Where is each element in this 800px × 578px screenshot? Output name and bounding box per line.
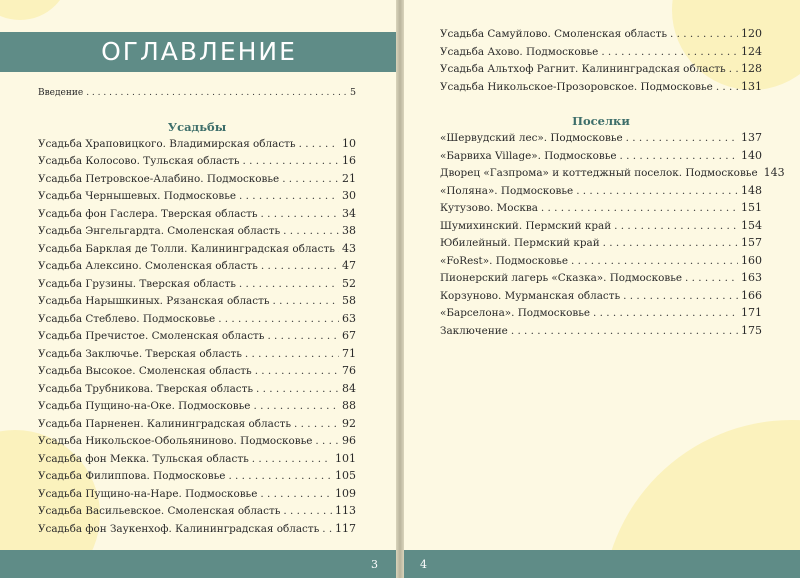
entry-page: 52 [342,276,356,290]
entry-page: 96 [342,434,356,447]
footer-band [402,550,800,578]
entry-title: Усадьба Филиппова. Подмосковье [38,470,226,482]
entry-page: 88 [342,399,356,412]
toc-entry[interactable] [38,347,356,365]
toc-entry[interactable] [38,504,356,522]
entry-page: 166 [741,288,762,302]
entry-title: Усадьба Ахово. Подмосковье [440,45,599,58]
leader-dots [294,418,339,430]
toc-entry[interactable] [38,172,356,190]
toc-entry-intro[interactable] [38,87,356,105]
toc-entry[interactable] [38,399,356,417]
leader-dots [239,190,339,202]
toc-entry[interactable] [440,306,762,324]
leader-dots [620,150,739,162]
toc-entry[interactable] [440,80,762,98]
leader-dots [218,313,339,325]
entry-page: 171 [741,306,762,319]
entry-title: Усадьба Барклая де Толли. Калининградская область [38,242,335,255]
leader-dots [670,28,738,40]
entry-page: 128 [741,62,762,75]
toc-entry[interactable] [38,207,356,225]
entry-page: 151 [741,201,762,214]
entry-title: Юбилейный. Пермский край [440,237,600,249]
toc-list [440,27,762,97]
toc-entry[interactable] [38,294,356,312]
leader-dots [685,272,738,284]
toc-left [38,87,356,539]
page-number: 3 [371,558,378,571]
entry-page: 10 [342,136,356,150]
toc-entry[interactable] [38,382,356,400]
entry-title: Усадьба Алексино. Смоленская область [38,260,258,272]
entry-page: 140 [741,148,762,162]
toc-right [440,27,785,341]
entry-title: Усадьба Пущино-на-Оке. Подмосковье [38,400,251,412]
leader-dots [603,237,738,249]
toc-entry[interactable] [440,45,762,63]
entry-title: Усадьба Чернышевых. Подмосковье [38,190,237,202]
toc-entry[interactable] [38,154,356,172]
entry-page: 143 [763,166,785,179]
toc-entry[interactable] [38,312,356,330]
footer-band [0,550,398,578]
entry-title: Усадьба Нарышкиных. Рязанская область [38,295,270,307]
entry-page: 43 [342,241,356,255]
entry-title: Шумихинский. Пермский край [440,219,612,232]
entry-title: «FoRest». Подмосковье [440,254,568,267]
leader-dots [255,365,339,377]
entry-page: 58 [342,294,356,307]
entry-title: Введение [38,88,84,98]
entry-page: 137 [741,131,762,144]
entry-page: 113 [335,504,356,517]
entry-page: 117 [335,521,356,535]
toc-entry[interactable] [38,364,356,382]
page-number: 4 [420,558,427,571]
section-title-poselki: Поселки [572,114,630,128]
toc-entry[interactable] [38,434,356,452]
entry-page: 109 [335,486,356,500]
entry-title: Усадьба Энгельгардта. Смоленская область [38,225,281,237]
leader-dots [282,173,339,185]
entry-title: Кутузово. Москва [440,202,538,214]
toc-entry[interactable] [440,166,785,184]
toc-entry[interactable] [38,487,356,505]
entry-title: Усадьба Никольское-Прозоровское. Подмосковье [440,80,713,93]
leader-dots [261,260,339,272]
toc-entry[interactable] [38,224,356,242]
entry-title: Заключение [440,324,508,337]
entry-page: 157 [741,236,762,249]
entry-title: Дворец «Газпрома» и коттеджный поселок. Подмосковье [440,167,758,179]
entry-title: Усадьба Самуйлово. Смоленская область [440,28,668,40]
leader-dots [614,220,738,232]
entry-page: 47 [342,259,356,272]
entry-title: Усадьба Колосово. Тульская область [38,155,240,167]
entry-page: 101 [335,451,356,465]
leader-dots [242,155,339,167]
entry-page: 16 [342,154,356,167]
entry-page: 76 [342,364,356,377]
entry-title: «Барселона». Подмосковье [440,307,591,319]
entry-title: Усадьба Стеблево. Подмосковье [38,312,216,325]
entry-page: 5 [349,87,356,98]
entry-page: 30 [342,189,356,202]
entry-title: Усадьба Трубникова. Тверская область [38,382,254,395]
toc-entry[interactable] [440,27,762,45]
leader-dots [253,400,339,412]
right-page [402,0,800,578]
entry-title: Усадьба Альтхоф Рагнит. Калининградская область [440,63,726,75]
entry-page: 163 [741,271,762,284]
toc-entry[interactable] [38,277,356,295]
leader-dots [716,81,738,93]
entry-page: 84 [342,381,356,395]
entry-title: Усадьба фон Мекка. Тульская область [38,452,249,465]
left-page [0,0,398,578]
entry-page: 67 [342,329,356,342]
leader-dots [228,470,332,482]
toc-entry[interactable] [440,289,762,307]
leader-dots [260,488,332,500]
entry-title: Усадьба фон Гаслера. Тверская область [38,207,258,220]
entry-page: 34 [342,206,356,220]
leader-dots [283,225,339,237]
leader-dots [267,330,339,342]
toc-entry[interactable] [440,184,762,202]
leader-dots [626,132,738,144]
entry-title: «Шервудский лес». Подмосковье [440,132,623,144]
toc-entry[interactable] [38,417,356,435]
entry-page: 160 [741,253,762,267]
decor-circle [0,0,70,20]
leader-dots [338,243,339,255]
entry-page: 63 [342,311,356,325]
entry-title: «Барвиха Village». Подмосковье [440,149,617,162]
toc-entry[interactable] [440,131,762,149]
toc-entry[interactable] [440,324,762,342]
entry-title: Усадьба фон Заукенхоф. Калининградская область [38,522,320,535]
leader-dots [256,383,339,395]
toc-entry[interactable] [38,137,356,155]
toc-entry[interactable] [38,469,356,487]
leader-dots [593,307,738,319]
leader-dots [252,453,332,465]
leader-dots [541,202,738,214]
entry-title: Усадьба Храповицкого. Владимирская область [38,137,296,150]
leader-dots [729,63,738,75]
entry-page: 38 [342,224,356,237]
entry-title: Усадьба Парненен. Калининградская область [38,417,292,430]
entry-page: 124 [741,44,762,58]
book-gutter [396,0,404,578]
leader-dots [511,325,738,337]
entry-page: 21 [342,171,356,185]
entry-page: 105 [335,469,356,482]
entry-title: Усадьба Пречистое. Смоленская область [38,330,265,342]
toc-list [38,137,356,540]
leader-dots [283,505,332,517]
entry-page: 154 [741,218,762,232]
entry-title: «Поляна». Подмосковье [440,184,574,197]
leader-dots [623,290,738,302]
entry-page: 92 [342,416,356,430]
entry-page: 175 [741,323,762,337]
entry-title: Усадьба Заключье. Тверская область [38,347,242,360]
toc-entry[interactable] [440,236,762,254]
toc-entry[interactable] [440,62,762,80]
toc-entry[interactable] [38,242,356,260]
entry-page: 120 [741,27,762,40]
toc-entry[interactable] [38,452,356,470]
entry-title: Пионерский лагерь «Сказка». Подмосковье [440,272,683,284]
toc-entry[interactable] [38,259,356,277]
toc-list [440,131,785,341]
toc-entry[interactable] [38,329,356,347]
entry-page: 148 [741,183,762,197]
entry-title: Усадьба Петровское-Алабино. Подмосковье [38,172,280,185]
leader-dots [571,255,738,267]
leader-dots [239,278,339,290]
leader-dots [315,435,339,447]
leader-dots [272,295,339,307]
section-title-usadby: Усадьбы [167,119,227,134]
leader-dots [576,185,738,197]
leader-dots [601,46,738,58]
entry-title: Усадьба Пущино-на-Наре. Подмосковье [38,487,258,500]
toc-entry[interactable] [440,149,762,167]
toc-entry[interactable] [440,219,762,237]
entry-page: 71 [342,346,356,360]
entry-title: Усадьба Грузины. Тверская область [38,277,236,290]
entry-title: Корзуново. Мурманская область [440,289,621,302]
leader-dots [299,138,339,150]
leader-dots [245,348,339,360]
page-title: ОГЛАВЛЕНИЕ [101,37,297,66]
leader-dots [261,208,339,220]
entry-title: Усадьба Высокое. Смоленская область [38,365,252,377]
leader-dots [322,523,332,535]
toc-entry[interactable] [440,254,762,272]
toc-entry[interactable] [38,522,356,540]
entry-title: Усадьба Васильевское. Смоленская область [38,505,281,517]
entry-title: Усадьба Никольское-Обольяниново. Подмосковье [38,435,313,447]
toc-entry[interactable] [440,271,762,289]
leader-dots [86,88,347,98]
entry-page: 131 [741,79,762,93]
toc-entry[interactable] [440,201,762,219]
toc-entry[interactable] [38,189,356,207]
